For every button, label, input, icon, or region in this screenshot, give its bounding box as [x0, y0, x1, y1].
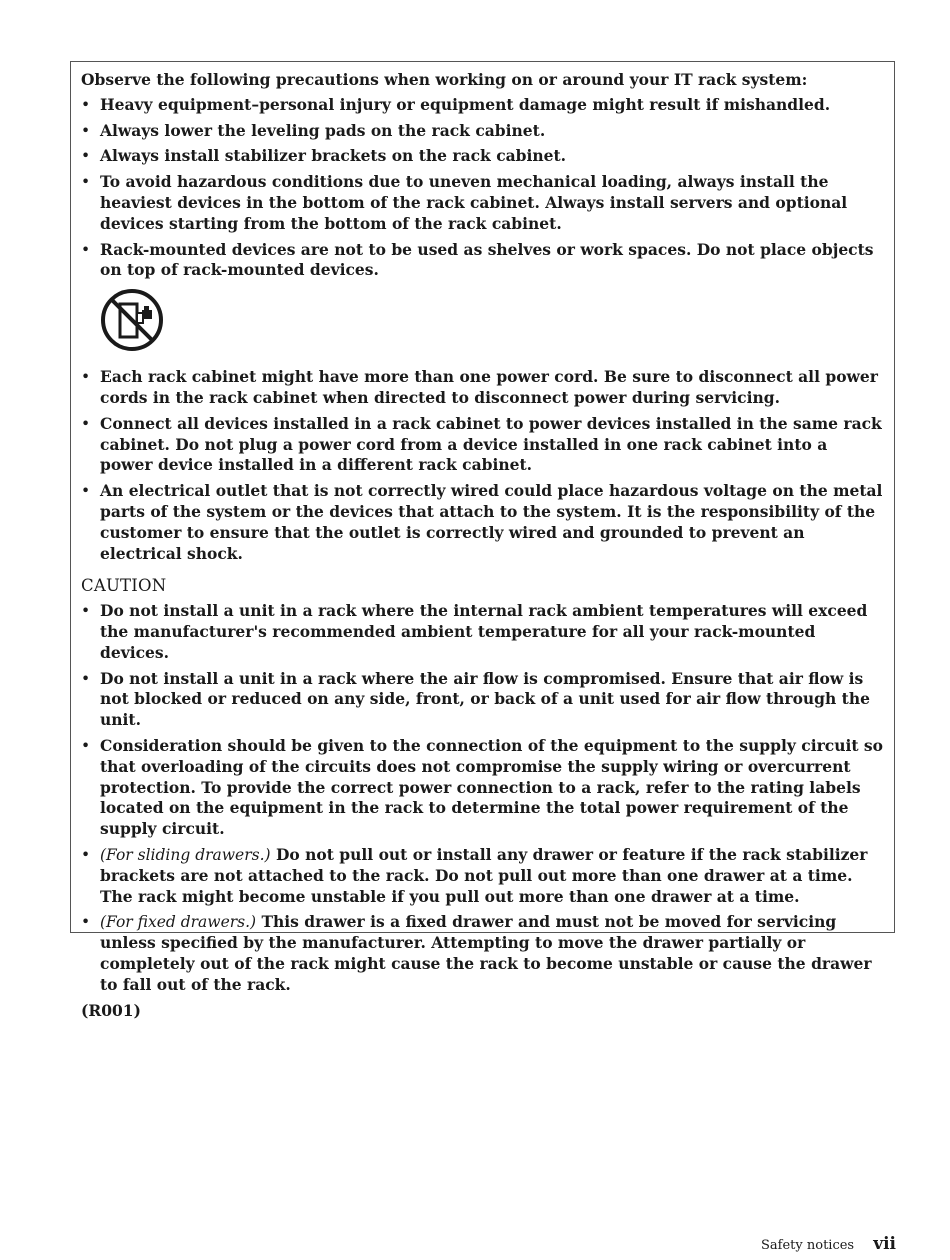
sliding-drawers-text: Do not pull out or install any drawer or feature if the rack stabilizer brackets are not attached to the rack. Do not pull out more than one drawer at a time. The rack might become unstable if you pull out more than one drawer at a time. [100, 844, 868, 906]
rack-precautions-list [81, 95, 884, 281]
sliding-drawers-label: (For sliding drawers.) [100, 845, 271, 864]
list-item: • Always lower the leveling pads on the rack cabinet. [81, 121, 884, 142]
footer-section-title: Safety notices [761, 1238, 855, 1253]
page-footer [761, 1234, 896, 1254]
list-item: • Do not install a unit in a rack where the air flow is compromised. Ensure that air flow is not blocked or reduced on any side, front, or back of a unit used for air flow through the unit. [81, 669, 884, 731]
fixed-drawers-text: This drawer is a fixed drawer and must not be moved for servicing unless specified by the manufacturer. Attempting to move the drawer partially or completely out of the rack might cause the rack to become unstable or cause the drawer to fall out of the rack. [100, 912, 872, 994]
list-item: • Connect all devices installed in a rack cabinet to power devices installed in the same rack cabinet. Do not plug a power cord from a device installed in one rack cabinet into a power device installed in a different rack cabinet. [81, 414, 884, 476]
list-item: • Always install stabilizer brackets on the rack cabinet. [81, 146, 884, 167]
power-cord-precautions-list [81, 367, 884, 564]
list-item: • Heavy equipment–personal injury or equipment damage might result if mishandled. [81, 95, 884, 116]
list-item: • Rack-mounted devices are not to be used as shelves or work spaces. Do not place objects on top of rack-mounted devices. [81, 240, 884, 282]
page-number: vii [873, 1234, 896, 1254]
safety-notice-box [70, 61, 895, 1021]
list-item: • Consideration should be given to the connection of the equipment to the supply circuit so that overloading of the circuits does not compromise the supply wiring or overcurrent protection. To provide the correct power connection to a rack, refer to the rating labels located on the equipment in the rack to determine the total power requirement of the supply circuit. [81, 736, 884, 840]
caution-heading: CAUTION [81, 576, 167, 596]
list-item [81, 912, 884, 995]
list-item: • An electrical outlet that is not correctly wired could place hazardous voltage on the metal parts of the system or the devices that attach to the system. It is the responsibility of the customer to ensure that the outlet is correctly wired and grounded to prevent an electrical shock. [81, 481, 884, 564]
notice-intro: Observe the following precautions when working on or around your IT rack system: [81, 70, 808, 89]
list-item: • To avoid hazardous conditions due to uneven mechanical loading, always install the heaviest devices in the bottom of the rack cabinet. Always install servers and optional devices starting from the bottom of the rack cabinet. [81, 172, 884, 234]
list-item: • Each rack cabinet might have more than one power cord. Be sure to disconnect all power cords in the rack cabinet when directed to disconnect power during servicing. [81, 367, 884, 409]
fixed-drawers-label: (For fixed drawers.) [100, 913, 257, 932]
notice-reference-code: (R001) [81, 1001, 141, 1021]
list-item [81, 845, 884, 907]
caution-list [81, 601, 884, 995]
no-objects-on-rack-icon [99, 287, 165, 353]
list-item: • Do not install a unit in a rack where the internal rack ambient temperatures will exceed the manufacturer's recommended ambient temperature for all your rack-mounted devices. [81, 601, 884, 663]
